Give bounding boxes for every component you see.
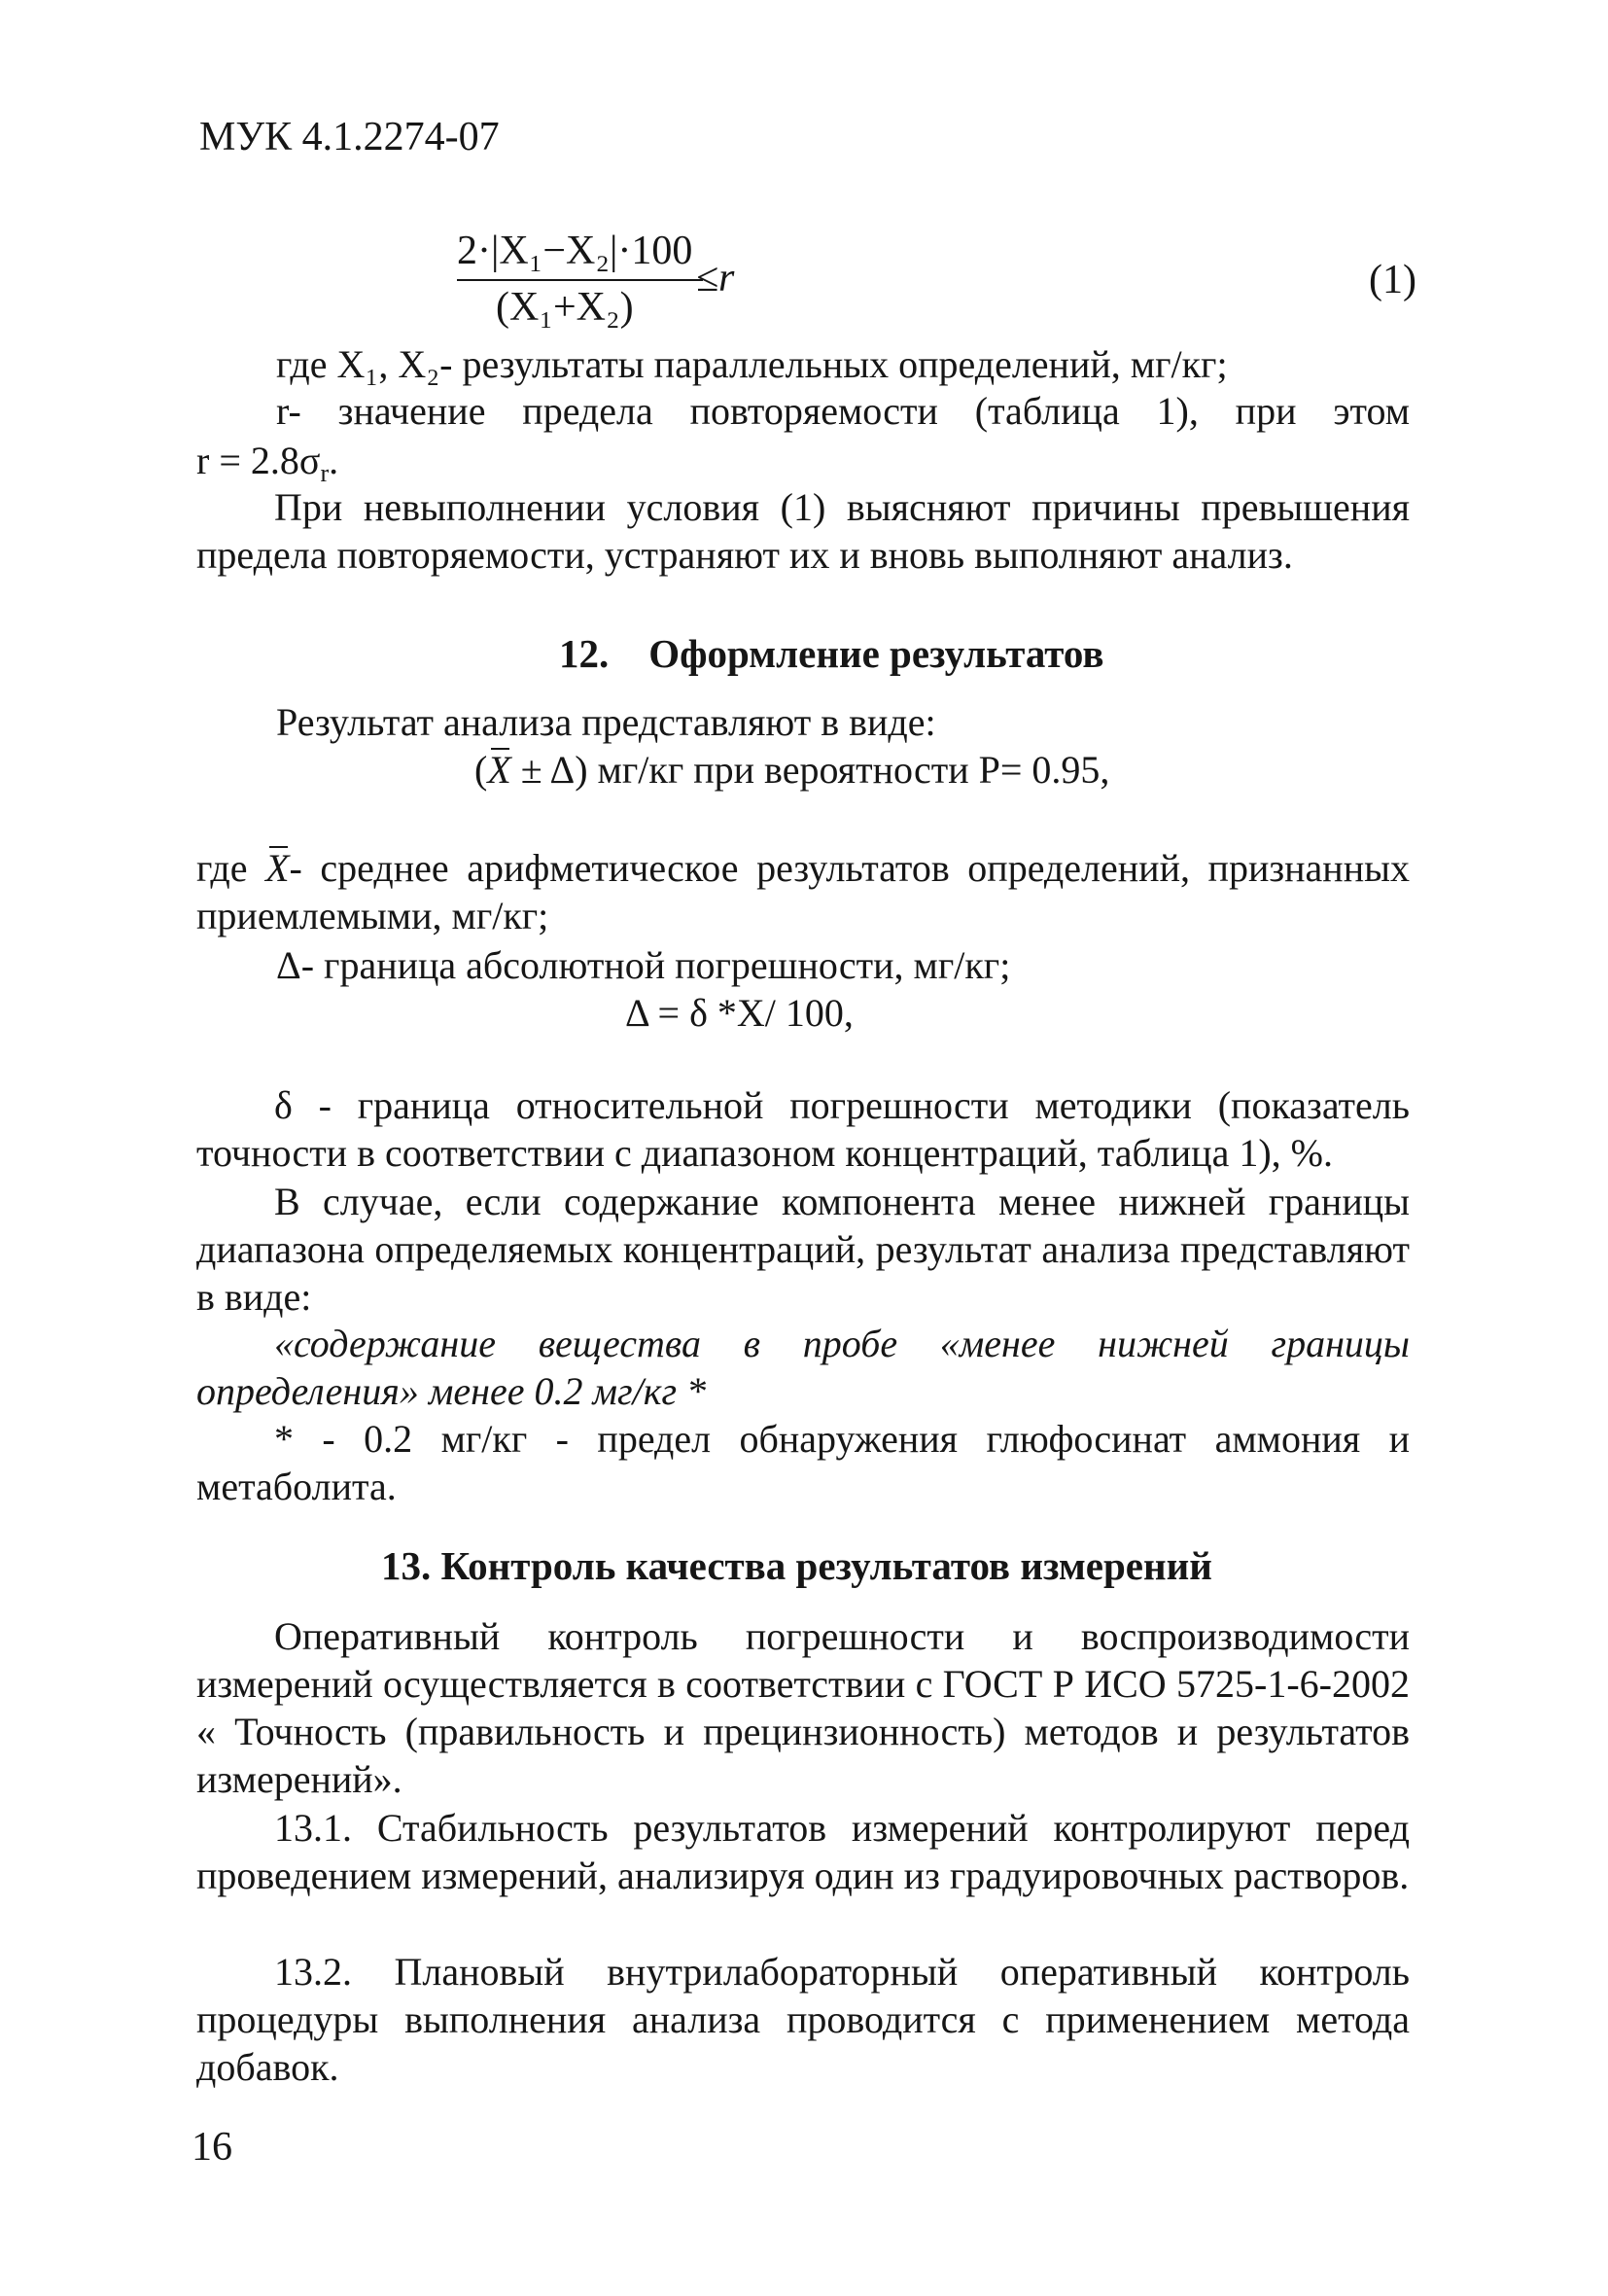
fraction-bar: [457, 279, 703, 281]
result-italic-text: «содержание вещества в пробе «менее нижней границы определения» менее 0.2 мг/кг *: [196, 1322, 1410, 1413]
section-13-paragraph-3: 13.2. Плановый внутрилабораторный оперативный контроль процедуры выполнения анализа проводится с применением метода добавок.: [196, 1950, 1410, 2089]
definition-r: r- значение предела повторяемости (таблица 1), при этом: [276, 389, 1410, 433]
xbar-definition: где X- среднее арифметическое результатов определений, признанных приемлемыми, мг/кг;: [196, 846, 1410, 937]
document-code: МУК 4.1.2274-07: [199, 115, 500, 159]
section-13-paragraph-2: 13.1. Стабильность результатов измерений контролируют перед проведением измерений, анализируя один из градуировочных растворов.: [196, 1806, 1410, 1897]
detection-limit-footnote: * - 0.2 мг/кг - предел обнаружения глюфосинат аммония и метаболита.: [196, 1417, 1410, 1508]
formula-number: (1): [1369, 258, 1416, 302]
repeatability-paragraph: При невыполнении условия (1) выясняют причины превышения предела повторяемости, устраняют их и вновь выполняют анализ.: [196, 485, 1410, 577]
delta-formula: Δ = δ *X/ 100,: [625, 991, 854, 1035]
definition-r-value: $r = 2.8\sigma_r$.: [196, 439, 339, 487]
delta-definition: Δ- граница абсолютной погрешности, мг/кг;: [276, 943, 1011, 987]
section-13-paragraph-1: Оперативный контроль погрешности и воспроизводимости измерений осуществляется в соответствии с ГОСТ Р ИСО 5725-1-6-2002 « Точность (правильность и прецинзионность) методов и результатов измерений».: [196, 1614, 1410, 1801]
formula-relation: ≤r: [696, 256, 735, 300]
relative-error-paragraph: δ - граница относительной погрешности методики (показатель точности в соответствии с диапазоном концентраций, таблица 1), %.: [196, 1083, 1410, 1175]
section-13-heading: 13. Контроль качества результатов измерений: [381, 1543, 1212, 1588]
formula-numerator: 2·|X₁−X₂|·100: [457, 229, 693, 273]
low-concentration-paragraph: В случае, если содержание компонента менее нижней границы диапазона определяемых концентраций, результат анализа представляют в виде:: [196, 1180, 1410, 1319]
formula-denominator: (X₁+X₂): [496, 285, 634, 330]
result-formula: (X ± Δ) мг/кг при вероятности Р= 0.95,: [474, 748, 1110, 792]
page-number: 16: [192, 2125, 232, 2170]
result-intro: Результат анализа представляют в виде:: [276, 700, 936, 744]
definition-x1-x2: где X₁, X₂- результаты параллельных определений, мг/кг;: [276, 342, 1228, 386]
section-12-heading: 12. Оформление результатов: [559, 631, 1104, 676]
